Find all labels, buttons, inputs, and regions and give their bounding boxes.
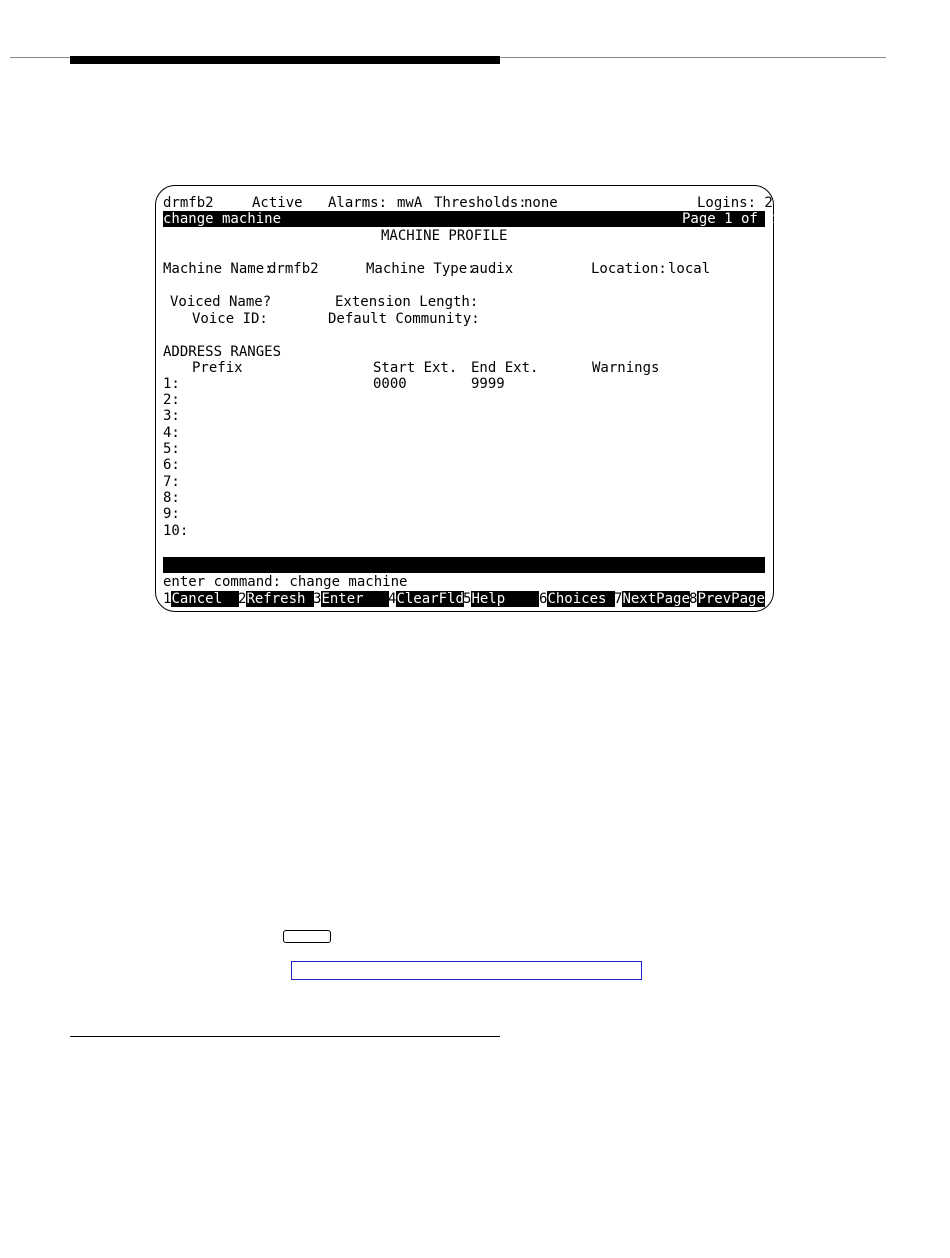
fkey-number: 4: [388, 591, 397, 607]
machine-type-label: Machine Type:: [366, 261, 476, 277]
machine-type-field[interactable]: audix: [471, 261, 514, 277]
fkey-label: Enter: [321, 591, 389, 607]
fkey-label: Cancel: [171, 591, 239, 607]
terminal-screen: [155, 185, 774, 612]
row-number: 7:: [163, 474, 180, 490]
voiced-name-label: Voiced Name?: [170, 294, 272, 310]
default-community-label: Default Community:: [328, 311, 480, 327]
status-thresholds-label: Thresholds:: [434, 195, 527, 211]
machine-name-field[interactable]: drmfb2: [268, 261, 319, 277]
fkey-number: 7: [614, 591, 623, 607]
status-logins: Logins: 2: [697, 195, 773, 211]
status-alarms-label: Alarms:: [328, 195, 388, 211]
status-machine: drmfb2: [163, 195, 214, 211]
fkey-number: 2: [238, 591, 247, 607]
enter-key[interactable]: [313, 591, 389, 607]
fkey-label: Help: [471, 591, 539, 607]
header-rule-thick: [70, 56, 500, 64]
start-ext-field[interactable]: 0000: [373, 376, 407, 392]
column-header-start-ext: Start Ext.: [373, 360, 458, 376]
extension-length-field[interactable]: [467, 294, 507, 310]
column-header-prefix: Prefix: [192, 360, 243, 376]
status-thresholds-value: none: [524, 195, 558, 211]
machine-name-label: Machine Name:: [163, 261, 273, 277]
cancel-key[interactable]: [163, 591, 239, 607]
location-field[interactable]: local: [668, 261, 711, 277]
column-header-warnings: Warnings: [592, 360, 660, 376]
end-ext-field[interactable]: 9999: [471, 376, 505, 392]
choices-key[interactable]: [539, 591, 615, 607]
fkey-number: 8: [689, 591, 698, 607]
form-title: MACHINE PROFILE: [381, 228, 508, 244]
cross-reference-link[interactable]: [291, 961, 642, 980]
fkey-number: 1: [163, 591, 172, 607]
row-number: 3:: [163, 408, 180, 424]
location-label: Location:: [591, 261, 667, 277]
fkey-label: ClearFld: [396, 591, 464, 607]
command-line[interactable]: enter command: change machine: [163, 574, 408, 590]
fkey-number: 5: [463, 591, 472, 607]
help-key[interactable]: [463, 591, 539, 607]
function-key-bar: [163, 591, 765, 607]
row-number: 10:: [163, 523, 189, 539]
keyboard-key-graphic[interactable]: [283, 930, 331, 943]
row-number: 8:: [163, 490, 180, 506]
fkey-label: Choices: [547, 591, 615, 607]
extension-length-label: Extension Length:: [335, 294, 479, 310]
title-command: change machine: [163, 211, 282, 227]
voice-id-field[interactable]: [262, 311, 322, 327]
status-state: Active: [252, 195, 303, 211]
row-number: 2:: [163, 392, 180, 408]
fkey-number: 6: [539, 591, 548, 607]
prevpage-key[interactable]: [689, 591, 765, 607]
row-number: 4:: [163, 425, 180, 441]
fkey-number: 3: [313, 591, 322, 607]
column-header-end-ext: End Ext.: [471, 360, 539, 376]
row-number: 6:: [163, 457, 180, 473]
footer-rule: [70, 1036, 500, 1037]
fkey-label: PrevPage: [697, 591, 765, 607]
default-community-field[interactable]: [467, 311, 507, 327]
clearfld-key[interactable]: [388, 591, 464, 607]
fkey-label: Refresh: [246, 591, 314, 607]
row-number: 5:: [163, 441, 180, 457]
fkey-label: NextPage: [622, 591, 690, 607]
row-number: 9:: [163, 506, 180, 522]
nextpage-key[interactable]: [614, 591, 690, 607]
row-number: 1:: [163, 376, 180, 392]
title-page-indicator: Page 1 of 2: [682, 211, 775, 227]
address-ranges-title: ADDRESS RANGES: [163, 344, 282, 360]
refresh-key[interactable]: [238, 591, 314, 607]
status-alarms-value: mwA: [397, 195, 423, 211]
voice-id-label: Voice ID:: [192, 311, 268, 327]
message-bar: [163, 557, 765, 573]
